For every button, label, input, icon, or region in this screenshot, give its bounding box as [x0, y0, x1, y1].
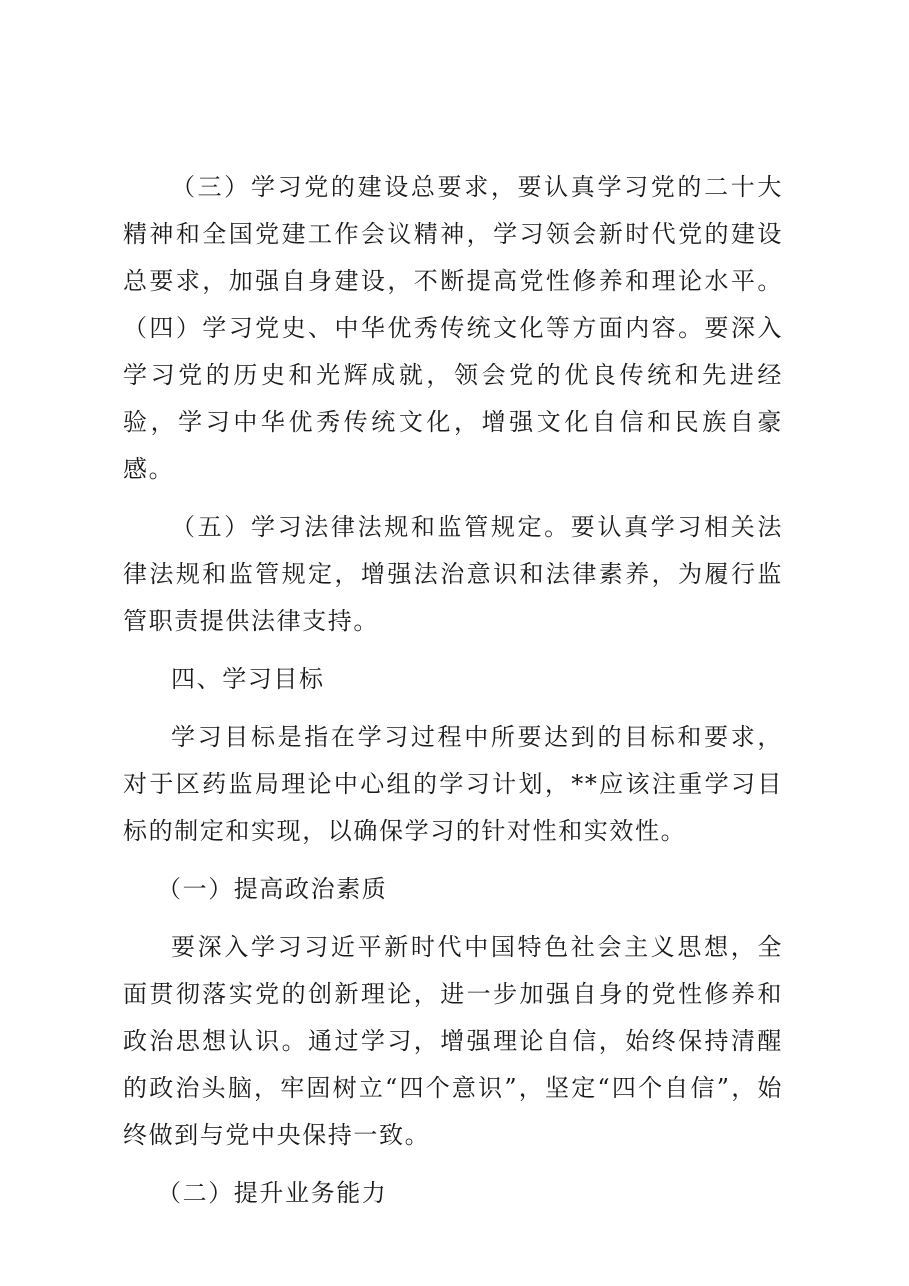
- subheading-political-quality: （一）提高政治素质: [157, 875, 388, 903]
- subheading-business-ability: （二）提升业务能力: [157, 1179, 388, 1207]
- document-body: [123, 164, 783, 1228]
- section-heading-learning-goals: 四、学习目标: [171, 665, 325, 693]
- paragraph-political-quality: 要深入学习习近平新时代中国特色社会主义思想，全面贯彻落实党的创新理论，进一步加强自身的党性修养和政治思想认识。通过学习，增强理论自信，始终保持清醒的政治头脑，牢固树立“四个意识”，坚定“四个自信”，始终做到与党中央保持一致。: [123, 933, 783, 1149]
- paragraph-laws-regulations: （五）学习法律法规和监管规定。要认真学习相关法律法规和监管规定，增强法治意识和法律素养，为履行监管职责提供法律支持。: [123, 513, 783, 635]
- paragraph-party-building: （三）学习党的建设总要求，要认真学习党的二十大精神和全国党建工作会议精神，学习领会新时代党的建设总要求，加强自身建设，不断提高党性修养和理论水平。（四）学习党史、中华优秀传统文化等方面内容。要深入学习党的历史和光辉成就，领会党的优良传统和先进经验，学习中华优秀传统文化，增强文化自信和民族自豪感。: [123, 173, 783, 483]
- paragraph-goals-intro: 学习目标是指在学习过程中所要达到的目标和要求，对于区药监局理论中心组的学习计划，**应该注重学习目标的制定和实现，以确保学习的针对性和实效性。: [123, 723, 783, 845]
